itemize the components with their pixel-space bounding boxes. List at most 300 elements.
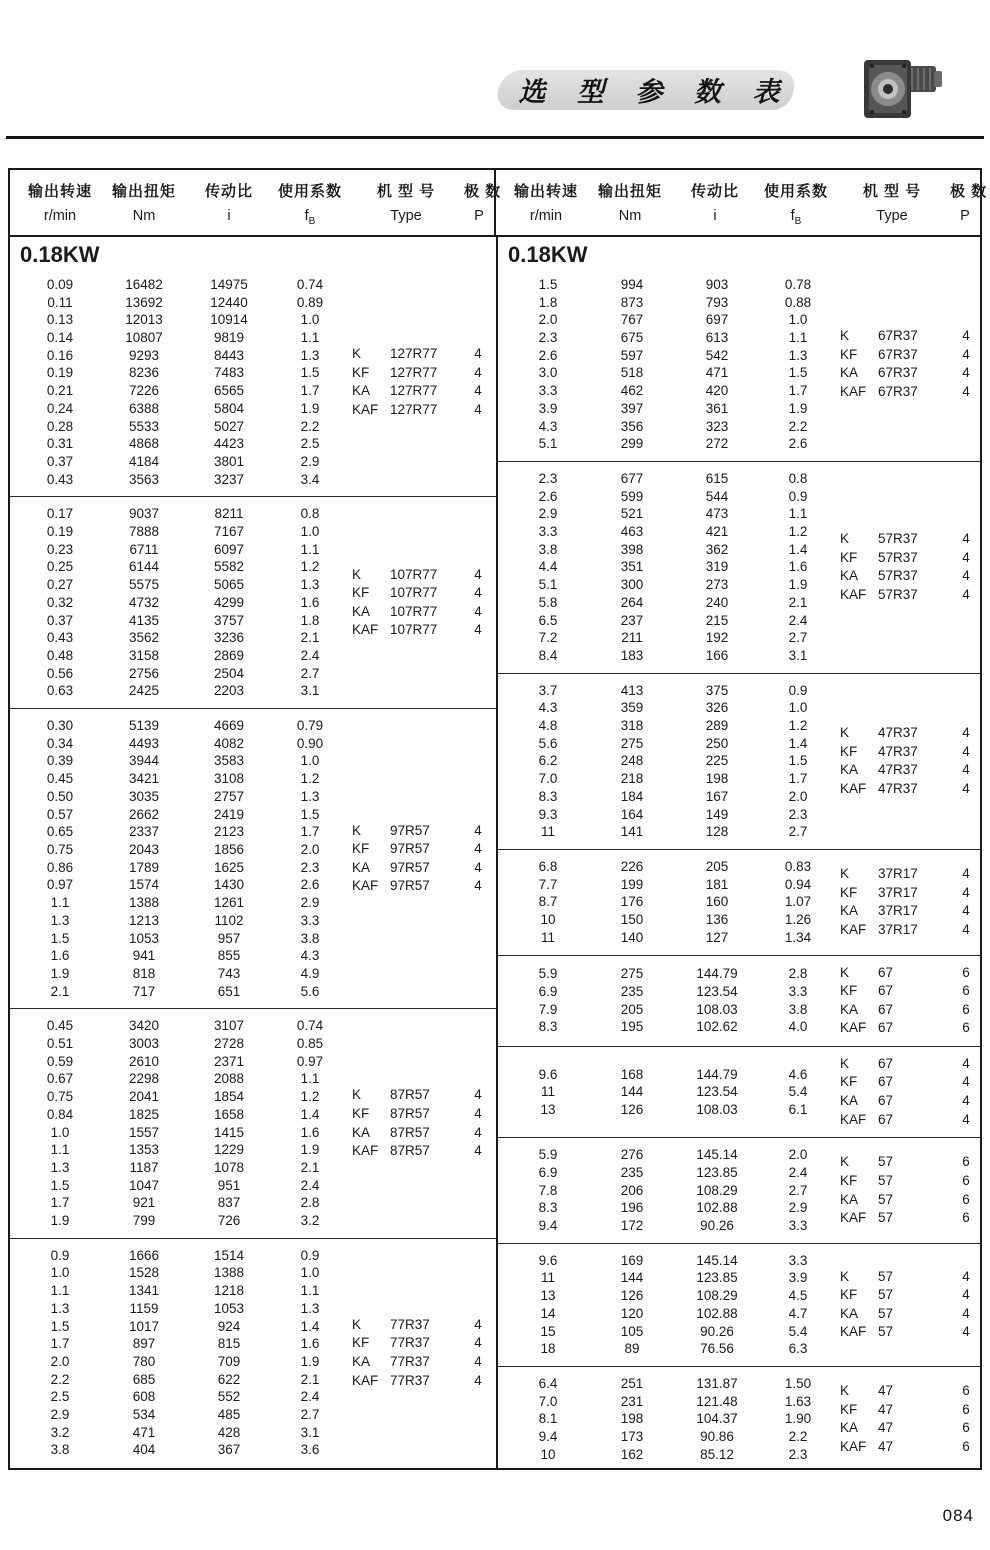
cell: 1.8 bbox=[300, 612, 320, 628]
table-row bbox=[18, 1088, 348, 1106]
cell: 1.1 bbox=[300, 541, 320, 557]
cell: 11 bbox=[540, 1084, 555, 1100]
header-en-text: Type bbox=[390, 208, 422, 224]
header-col-0 bbox=[504, 180, 588, 227]
type-row bbox=[352, 566, 496, 585]
cell: 123.85 bbox=[696, 1164, 738, 1180]
cell: 0.9 bbox=[788, 682, 808, 698]
header-en-label bbox=[758, 208, 834, 227]
cell: 2.1 bbox=[50, 983, 70, 999]
poles-value: 6 bbox=[962, 983, 970, 999]
table-row bbox=[18, 1035, 348, 1053]
table-row bbox=[506, 647, 836, 665]
type-prefix: KAF bbox=[352, 878, 379, 894]
table-row bbox=[506, 983, 836, 1001]
type-model: 107R77 bbox=[390, 603, 438, 619]
cell: 0.79 bbox=[296, 718, 324, 734]
cell: 4669 bbox=[213, 718, 245, 734]
cell: 3108 bbox=[213, 771, 245, 787]
cell: 3563 bbox=[128, 471, 160, 487]
type-model: 107R77 bbox=[390, 566, 438, 582]
type-model: 57 bbox=[878, 1268, 894, 1284]
table-row bbox=[506, 594, 836, 612]
table-block bbox=[10, 1008, 496, 1237]
type-grid bbox=[840, 1153, 980, 1227]
cell: 144.79 bbox=[696, 966, 738, 982]
type-model: 97R57 bbox=[390, 878, 430, 894]
header-en-text: P bbox=[474, 208, 484, 224]
table-block bbox=[10, 708, 496, 1008]
table-row bbox=[506, 806, 836, 824]
data-grid bbox=[498, 1146, 836, 1235]
cell: 0.27 bbox=[46, 577, 74, 593]
cell: 2.1 bbox=[788, 594, 808, 610]
cell: 108.29 bbox=[696, 1288, 738, 1304]
poles-value: 4 bbox=[962, 725, 970, 741]
type-model: 77R37 bbox=[390, 1353, 430, 1369]
table-row bbox=[18, 876, 348, 894]
cell: 166 bbox=[705, 647, 729, 663]
type-prefix: KAF bbox=[840, 586, 867, 602]
cell: 420 bbox=[705, 383, 729, 399]
cell: 5.4 bbox=[788, 1323, 808, 1339]
cell: 2662 bbox=[128, 806, 160, 822]
header-en-label bbox=[464, 208, 494, 224]
poles-value: 4 bbox=[474, 1105, 482, 1121]
cell: 6.9 bbox=[538, 1164, 558, 1180]
type-prefix: KF bbox=[352, 1335, 370, 1351]
cell: 4732 bbox=[128, 594, 160, 610]
cell: 0.57 bbox=[46, 806, 74, 822]
cell: 2.4 bbox=[788, 612, 808, 628]
cell: 793 bbox=[705, 294, 729, 310]
cell: 6.4 bbox=[538, 1375, 558, 1391]
type-grid bbox=[840, 1055, 980, 1129]
type-prefix: KAF bbox=[840, 1210, 867, 1226]
cell: 521 bbox=[620, 506, 644, 522]
cell: 167 bbox=[705, 788, 729, 804]
cell: 1514 bbox=[213, 1247, 245, 1263]
poles-value: 4 bbox=[962, 1268, 970, 1284]
table-block bbox=[10, 268, 496, 496]
header-cn-label: 输出扭矩 bbox=[111, 183, 176, 200]
cell: 9.4 bbox=[538, 1429, 558, 1445]
type-prefix: KF bbox=[840, 1172, 858, 1188]
cell: 3.6 bbox=[300, 1442, 320, 1458]
table-row bbox=[18, 1124, 348, 1142]
cell: 0.19 bbox=[46, 524, 74, 540]
cell: 3.3 bbox=[538, 524, 558, 540]
header-col-2 bbox=[672, 180, 758, 227]
type-row bbox=[840, 1092, 980, 1111]
cell: 0.90 bbox=[296, 735, 324, 751]
type-model: 67 bbox=[878, 1074, 894, 1090]
cell: 8.4 bbox=[538, 647, 558, 663]
cell: 3003 bbox=[128, 1036, 160, 1052]
cell: 1.5 bbox=[50, 930, 70, 946]
cell: 855 bbox=[217, 948, 241, 964]
table-row bbox=[506, 541, 836, 559]
table-row bbox=[18, 947, 348, 965]
type-model: 37R17 bbox=[878, 921, 918, 937]
poles-value: 4 bbox=[474, 401, 482, 417]
poles-value: 4 bbox=[474, 585, 482, 601]
poles-value: 6 bbox=[962, 964, 970, 980]
type-row bbox=[840, 921, 980, 940]
type-model: 57 bbox=[878, 1305, 894, 1321]
cell: 4423 bbox=[213, 436, 245, 452]
cell: 8.3 bbox=[538, 1200, 558, 1216]
cell: 685 bbox=[132, 1371, 156, 1387]
table-block bbox=[498, 1243, 980, 1366]
cell: 2.8 bbox=[300, 1195, 320, 1211]
cell: 0.24 bbox=[46, 400, 74, 416]
type-grid bbox=[352, 1086, 496, 1160]
header-en-subscript: B bbox=[308, 215, 316, 227]
cell: 0.78 bbox=[784, 276, 812, 292]
table-row bbox=[506, 612, 836, 630]
table-row bbox=[18, 752, 348, 770]
cell: 4299 bbox=[213, 594, 245, 610]
cell: 0.31 bbox=[46, 436, 74, 452]
cell: 7167 bbox=[213, 524, 245, 540]
table-row bbox=[18, 294, 348, 312]
cell: 12013 bbox=[125, 312, 163, 328]
type-prefix: KA bbox=[840, 1093, 859, 1109]
type-prefix: KAF bbox=[840, 1438, 867, 1454]
type-row bbox=[840, 1001, 980, 1020]
table-row bbox=[506, 629, 836, 647]
cell: 5.8 bbox=[538, 594, 558, 610]
cell: 2.0 bbox=[50, 1353, 70, 1369]
type-row bbox=[840, 549, 980, 568]
cell: 123.85 bbox=[696, 1270, 738, 1286]
table-row bbox=[506, 929, 836, 947]
table-block bbox=[498, 268, 980, 461]
type-prefix: KAF bbox=[352, 1143, 379, 1159]
type-prefix: K bbox=[352, 1087, 362, 1103]
cell: 651 bbox=[217, 983, 241, 999]
table-row bbox=[18, 612, 348, 630]
table-row bbox=[506, 1305, 836, 1323]
table-row bbox=[18, 400, 348, 418]
type-row bbox=[840, 1382, 980, 1401]
header-en-label bbox=[272, 208, 348, 227]
type-row bbox=[352, 822, 496, 841]
cell: 1.7 bbox=[300, 383, 320, 399]
cell: 8.3 bbox=[538, 788, 558, 804]
power-label: 0.18KW bbox=[508, 241, 588, 267]
cell: 2.1 bbox=[300, 1159, 320, 1175]
cell: 1.9 bbox=[300, 1353, 320, 1369]
table-row bbox=[18, 1335, 348, 1353]
cell: 235 bbox=[620, 983, 644, 999]
table-row bbox=[18, 594, 348, 612]
cell: 6144 bbox=[128, 559, 160, 575]
table-row bbox=[18, 329, 348, 347]
header-col-3 bbox=[272, 180, 348, 227]
poles-value: 6 bbox=[962, 1020, 970, 1036]
cell: 4.9 bbox=[300, 965, 320, 981]
cell: 9293 bbox=[128, 347, 160, 363]
cell: 0.75 bbox=[46, 841, 74, 857]
table-row bbox=[506, 1217, 836, 1235]
cell: 102.88 bbox=[696, 1305, 738, 1321]
header-cn-label: 输出转速 bbox=[27, 183, 92, 200]
cell: 1.1 bbox=[300, 330, 320, 345]
cell: 1.1 bbox=[300, 1071, 320, 1087]
cell: 127 bbox=[705, 929, 729, 945]
type-grid bbox=[840, 327, 980, 401]
cell: 7.8 bbox=[538, 1182, 558, 1198]
cell: 6711 bbox=[129, 541, 159, 557]
cell: 2.6 bbox=[538, 488, 558, 504]
cell: 211 bbox=[621, 630, 643, 646]
header-en-label bbox=[186, 208, 272, 224]
cell: 0.37 bbox=[46, 453, 74, 469]
cell: 1.26 bbox=[784, 912, 812, 928]
cell: 2041 bbox=[128, 1089, 160, 1105]
cell: 76.56 bbox=[700, 1341, 734, 1357]
type-row bbox=[840, 964, 980, 983]
type-row bbox=[352, 1086, 496, 1105]
cell: 108.29 bbox=[696, 1182, 738, 1198]
type-row bbox=[840, 902, 980, 921]
cell: 0.59 bbox=[46, 1053, 74, 1069]
cell: 8.1 bbox=[538, 1411, 558, 1427]
poles-value: 4 bbox=[474, 566, 482, 582]
cell: 375 bbox=[705, 682, 729, 698]
cell: 8.3 bbox=[538, 1019, 558, 1035]
type-model: 77R37 bbox=[390, 1372, 430, 1388]
type-grid bbox=[352, 345, 496, 419]
data-grid bbox=[498, 1066, 836, 1119]
table-block bbox=[10, 496, 496, 708]
header-cn-label: 使用系数 bbox=[763, 183, 828, 200]
table-row bbox=[18, 276, 348, 294]
cell: 1.0 bbox=[788, 312, 808, 328]
header-cn-label: 输出扭矩 bbox=[597, 183, 662, 200]
cell: 0.43 bbox=[46, 630, 74, 646]
type-prefix: KAF bbox=[352, 401, 379, 417]
cell: 1.1 bbox=[50, 895, 70, 911]
type-row bbox=[352, 1372, 496, 1391]
cell: 5804 bbox=[213, 400, 245, 416]
table-block bbox=[498, 1137, 980, 1243]
type-model: 87R57 bbox=[390, 1143, 430, 1159]
header-col-5 bbox=[950, 180, 988, 227]
cell: 6.9 bbox=[538, 983, 558, 999]
type-prefix: KA bbox=[840, 1420, 859, 1436]
header-cn-label: 极 数 bbox=[464, 183, 502, 200]
cell: 1415 bbox=[213, 1124, 245, 1140]
cell: 1.1 bbox=[50, 1142, 70, 1158]
poles-value: 4 bbox=[962, 586, 970, 602]
cell: 0.8 bbox=[300, 506, 320, 522]
poles-value: 4 bbox=[474, 1335, 482, 1351]
type-prefix: KA bbox=[352, 859, 371, 875]
data-grid bbox=[10, 505, 348, 700]
table-row bbox=[506, 717, 836, 735]
cell: 362 bbox=[705, 541, 729, 557]
cell: 1.4 bbox=[788, 541, 808, 557]
table-row bbox=[506, 699, 836, 717]
type-row bbox=[840, 327, 980, 346]
cell: 1261 bbox=[213, 895, 245, 911]
cell: 941 bbox=[132, 948, 156, 964]
table-row bbox=[18, 1353, 348, 1371]
type-row bbox=[840, 567, 980, 586]
table-row bbox=[18, 1141, 348, 1159]
cell: 6.2 bbox=[538, 753, 558, 769]
cell: 140 bbox=[620, 929, 644, 945]
type-model: 127R77 bbox=[390, 401, 438, 417]
header-left-half bbox=[10, 170, 502, 235]
cell: 1.5 bbox=[788, 365, 808, 381]
cell: 145.14 bbox=[696, 1252, 738, 1268]
cell: 0.63 bbox=[46, 683, 74, 699]
cell: 1.3 bbox=[50, 1300, 70, 1316]
cell: 7.7 bbox=[538, 876, 558, 892]
header-en-text: Nm bbox=[132, 208, 156, 224]
cell: 2123 bbox=[213, 824, 245, 840]
table-row bbox=[18, 364, 348, 382]
table-row bbox=[506, 1375, 836, 1393]
cell: 613 bbox=[705, 330, 729, 345]
poles-value: 4 bbox=[962, 884, 970, 900]
table-row bbox=[506, 505, 836, 523]
cell: 1.34 bbox=[784, 929, 812, 945]
cell: 5027 bbox=[213, 418, 245, 434]
cell: 2.0 bbox=[300, 841, 320, 857]
cell: 5582 bbox=[213, 559, 245, 575]
type-prefix: KAF bbox=[840, 1324, 867, 1340]
header-cn-label: 使用系数 bbox=[277, 183, 342, 200]
cell: 102.62 bbox=[696, 1019, 738, 1035]
gearmotor-image bbox=[860, 54, 944, 128]
cell: 90.26 bbox=[700, 1323, 734, 1339]
cell: 1.2 bbox=[788, 524, 808, 540]
type-row bbox=[840, 1111, 980, 1130]
type-row bbox=[840, 383, 980, 402]
type-row bbox=[840, 1055, 980, 1074]
type-prefix: KF bbox=[840, 884, 858, 900]
cell: 5.9 bbox=[538, 1147, 558, 1163]
cell: 13 bbox=[540, 1101, 556, 1117]
poles-value: 4 bbox=[474, 878, 482, 894]
cell: 126 bbox=[620, 1101, 644, 1117]
type-prefix: K bbox=[840, 866, 850, 882]
cell: 1574 bbox=[128, 877, 160, 893]
table-row bbox=[18, 788, 348, 806]
cell: 240 bbox=[705, 594, 729, 610]
cell: 6.8 bbox=[538, 858, 558, 874]
cell: 2.7 bbox=[300, 1407, 320, 1423]
table-row bbox=[506, 488, 836, 506]
cell: 4868 bbox=[128, 436, 160, 452]
table-row bbox=[18, 576, 348, 594]
table-row bbox=[18, 1388, 348, 1406]
table-row bbox=[506, 276, 836, 294]
cell: 2.2 bbox=[300, 418, 320, 434]
type-prefix: K bbox=[840, 964, 850, 980]
type-row bbox=[352, 401, 496, 420]
header-col-2 bbox=[186, 180, 272, 227]
header-en-label bbox=[504, 208, 588, 224]
type-grid bbox=[840, 1382, 980, 1456]
cell: 0.74 bbox=[296, 276, 324, 292]
cell: 198 bbox=[620, 1411, 644, 1427]
table-block bbox=[10, 1238, 496, 1467]
table-row bbox=[18, 665, 348, 683]
cell: 2.0 bbox=[788, 1147, 808, 1163]
cell: 164 bbox=[620, 806, 644, 822]
header-col-5 bbox=[464, 180, 502, 227]
cell: 4184 bbox=[128, 453, 160, 469]
cell: 404 bbox=[132, 1442, 156, 1458]
cell: 3.1 bbox=[300, 1424, 320, 1440]
cell: 9.6 bbox=[538, 1252, 558, 1268]
cell: 0.83 bbox=[784, 858, 812, 874]
table-row bbox=[506, 1323, 836, 1341]
cell: 2419 bbox=[213, 806, 245, 822]
type-model: 47R37 bbox=[878, 725, 918, 741]
type-prefix: K bbox=[352, 566, 362, 582]
cell: 428 bbox=[217, 1424, 241, 1440]
cell: 4493 bbox=[128, 735, 160, 751]
cell: 2756 bbox=[128, 665, 160, 681]
type-prefix: KAF bbox=[840, 1111, 867, 1127]
cell: 9037 bbox=[128, 506, 160, 522]
cell: 273 bbox=[705, 577, 729, 593]
cell: 897 bbox=[132, 1336, 156, 1352]
type-row bbox=[352, 1105, 496, 1124]
cell: 0.74 bbox=[296, 1018, 324, 1034]
type-row bbox=[352, 840, 496, 859]
cell: 1.0 bbox=[300, 753, 320, 769]
table-row bbox=[18, 859, 348, 877]
cell: 2.9 bbox=[538, 506, 558, 522]
cell: 3.8 bbox=[50, 1442, 70, 1458]
cell: 173 bbox=[620, 1429, 644, 1445]
table-row bbox=[506, 1269, 836, 1287]
cell: 1388 bbox=[213, 1265, 245, 1281]
type-row bbox=[352, 1124, 496, 1143]
cell: 818 bbox=[132, 965, 156, 981]
cell: 1047 bbox=[128, 1177, 160, 1193]
cell: 5.6 bbox=[538, 735, 558, 751]
cell: 6.1 bbox=[788, 1101, 808, 1117]
cell: 90.86 bbox=[700, 1429, 734, 1445]
cell: 1.3 bbox=[50, 1159, 70, 1175]
table-row bbox=[18, 418, 348, 436]
type-prefix: KA bbox=[840, 1305, 859, 1321]
poles-value: 4 bbox=[474, 383, 482, 399]
cell: 205 bbox=[705, 858, 729, 874]
cell: 622 bbox=[217, 1371, 241, 1387]
cell: 5575 bbox=[128, 577, 160, 593]
poles-value: 4 bbox=[474, 603, 482, 619]
table-row bbox=[506, 435, 836, 453]
table-row bbox=[18, 682, 348, 700]
table-row bbox=[18, 1177, 348, 1195]
cell: 1.5 bbox=[300, 806, 320, 822]
cell: 126 bbox=[620, 1288, 644, 1304]
cell: 542 bbox=[705, 347, 729, 363]
cell: 3801 bbox=[213, 453, 245, 469]
cell: 1053 bbox=[128, 930, 160, 946]
cell: 2.2 bbox=[788, 1429, 808, 1445]
